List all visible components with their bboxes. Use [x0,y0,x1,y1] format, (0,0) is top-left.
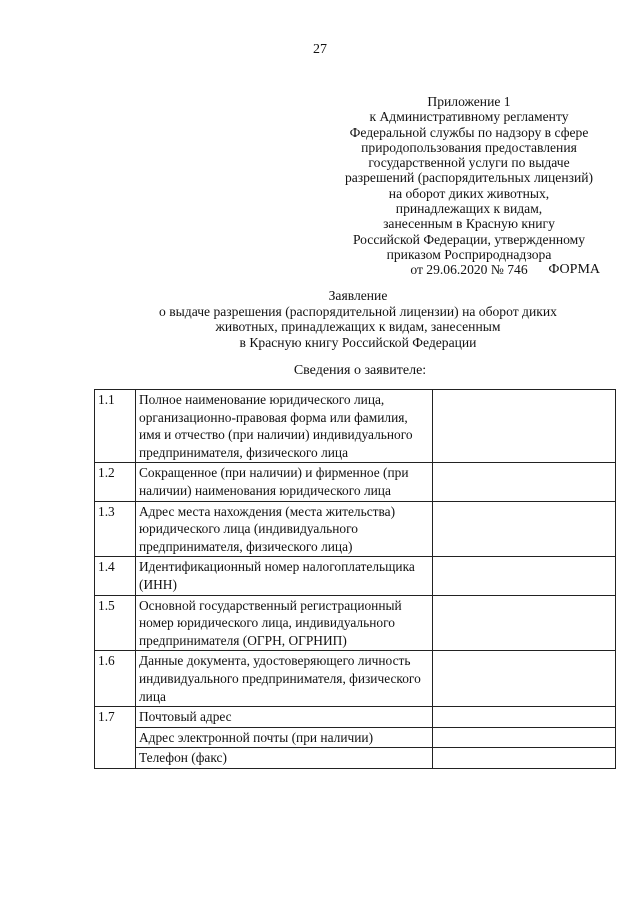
appendix-line: разрешений (распорядительных лицензий) [344,170,594,186]
row-number: 1.1 [95,390,136,463]
appendix-block [318,94,620,278]
appendix-line: приказом Росприроднадзора [386,246,552,262]
row-label: Адрес места нахождения (места жительства) юридического лица (индивидуального предпринимателя, физического лица) [136,501,433,557]
row-label: Данные документа, удостоверяющего личность индивидуального предпринимателя, физического лица [136,651,433,707]
table-row-email [95,727,616,748]
row-value[interactable] [433,595,616,651]
row-number: 1.7 [95,707,136,769]
appendix-line: занесенным в Красную книгу [383,216,555,232]
postal-address-label: Почтовый адрес [136,707,433,728]
phone-value[interactable] [433,748,616,769]
table-row [95,595,616,651]
page-number: 27 [313,42,327,57]
row-value[interactable] [433,463,616,501]
row-label: Полное наименование юридического лица, организационно-правовая форма или фамилия, имя и отчество (при наличии) индивидуального предпринимателя, физического лица [136,390,433,463]
appendix-line: принадлежащих к видам, [395,201,543,217]
table-row-postal [95,707,616,728]
postal-address-value[interactable] [433,707,616,728]
application-title: Заявление [328,288,388,303]
row-value[interactable] [433,557,616,595]
table-row [95,557,616,595]
table-row [95,651,616,707]
row-label: Идентификационный номер налогоплательщика (ИНН) [136,557,433,595]
appendix-line: к Административному регламенту [369,109,569,125]
applicant-section-heading: Сведения о заявителе: [293,363,427,378]
row-value[interactable] [433,651,616,707]
row-label: Основной государственный регистрационный номер юридического лица, индивидуального предпринимателя (ОГРН, ОГРНИП) [136,595,433,651]
row-number: 1.4 [95,557,136,595]
application-subtitle-line: в Красную книгу Российской Федерации [239,334,477,350]
row-number: 1.3 [95,501,136,557]
appendix-line: от 29.06.2020 № 746 [410,262,528,278]
appendix-line: на оборот диких животных, [388,185,550,201]
row-value[interactable] [433,390,616,463]
application-title-block [118,288,598,350]
email-label: Адрес электронной почты (при наличии) [136,727,433,748]
table-row [95,463,616,501]
appendix-line: Российской Федерации, утвержденному [352,231,586,247]
table-row [95,390,616,463]
appendix-line: Федеральной службы по надзору в сфере [349,124,589,140]
row-label: Сокращенное (при наличии) и фирменное (при наличии) наименования юридического лица [136,463,433,501]
application-subtitle-line: о выдаче разрешения (распорядительной лицензии) на оборот диких [159,303,557,319]
appendix-line: государственной услуги по выдаче [368,155,570,171]
row-number: 1.5 [95,595,136,651]
row-number: 1.2 [95,463,136,501]
email-value[interactable] [433,727,616,748]
row-value[interactable] [433,501,616,557]
appendix-line: Приложение 1 [427,94,511,109]
phone-label: Телефон (факс) [136,748,433,769]
applicant-info-table [94,389,616,769]
table-row [95,501,616,557]
application-subtitle-line: животных, принадлежащих к видам, занесенным [215,319,501,335]
row-number: 1.6 [95,651,136,707]
form-label: ФОРМА [548,262,600,277]
table-row-phone [95,748,616,769]
appendix-line: природопользования предоставления [361,139,577,155]
